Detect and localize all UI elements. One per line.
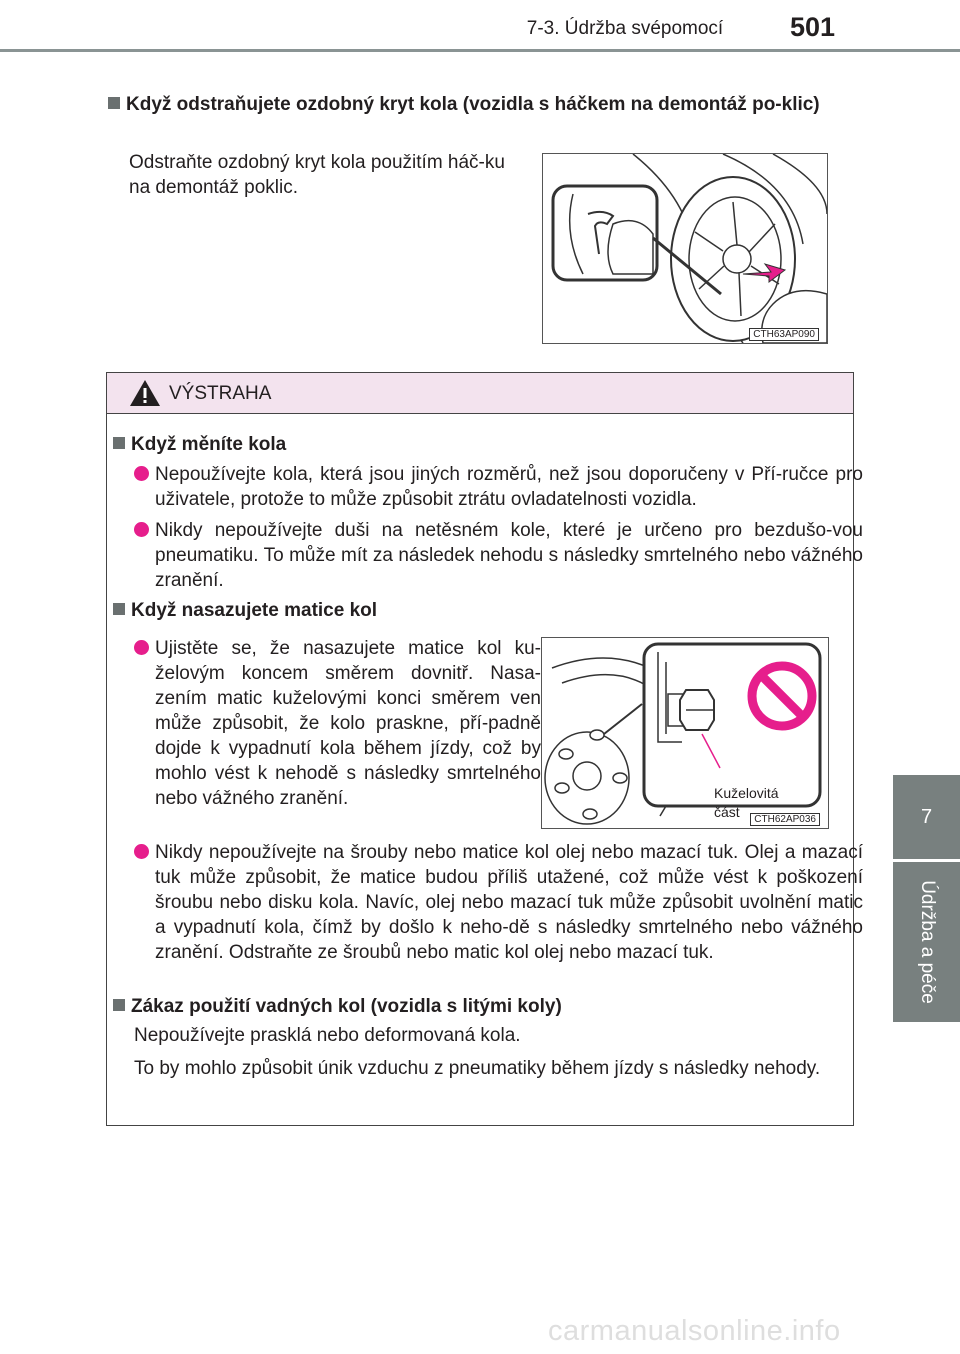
warning-bullet-1: Nepoužívejte kola, která jsou jiných rozměrů, než jsou doporučeny v Pří-ručce pro uživatele, protože to může způsobit ztrátu ovladatelnosti vozidla. [134, 462, 863, 512]
warning-bullet-3: Ujistěte se, že nasazujete matice kol ku-želovým koncem směrem dovnitř. Nasa-zením matic kuželovými konci směrem ven může způsobit, že kolo praskne, pří-padně dojde k vypadnutí kola během jízdy, což by mohlo vést k nehodě s následky smrtelného nebo vážného zranění. [134, 636, 541, 811]
warning-title: VÝSTRAHA [169, 383, 272, 404]
square-bullet-icon [113, 999, 125, 1011]
round-bullet-icon [134, 522, 149, 537]
warning-triangle-icon [129, 379, 161, 407]
section-heading-hubcap: Když odstraňujete ozdobný kryt kola (vozidla s háčkem na demontáž po-klic) [108, 92, 877, 117]
hubcap-instruction: Odstraňte ozdobný kryt kola použitím háč-ku na demontáž poklic. [129, 152, 505, 198]
warning-heading-defective-wheels: Zákaz použití vadných kol (vozidla s litými koly) [113, 994, 843, 1019]
wheel-nut-drawing [542, 638, 828, 828]
chapter-label-tab [893, 862, 960, 1022]
round-bullet-icon [134, 640, 149, 655]
warning-text-2: To by mohlo způsobit únik vzduchu z pneumatiky během jízdy s následky nehody. [134, 1058, 821, 1079]
figure-code-1: CTH63AP090 [749, 328, 819, 341]
square-bullet-icon [113, 603, 125, 615]
figure-code-2: CTH62AP036 [750, 813, 820, 826]
header-rule [0, 49, 960, 52]
hubcap-removal-drawing [543, 154, 827, 343]
square-bullet-icon [108, 97, 120, 109]
page-number: 501 [790, 12, 836, 42]
warning-box [106, 372, 863, 1126]
chapter-label-text: Údržba a péče [916, 880, 938, 1004]
header-section-title: 7-3. Údržba svépomocí [526, 18, 724, 39]
round-bullet-icon [134, 466, 149, 481]
warning-bullet-2: Nikdy nepoužívejte duši na netěsném kole, které je určeno pro bezdušo-vou pneumatiku. To může mít za následek nehodu s následky smrtelného nebo vážného zranění. [134, 518, 863, 593]
warning-heading-installing-nuts: Když nasazujete matice kol [113, 598, 843, 623]
conical-part-label: Kuželovitá část [714, 785, 779, 820]
round-bullet-icon [134, 844, 149, 859]
wheel-nut-illustration [541, 637, 829, 829]
warning-heading-changing-wheels: Když měníte kola [113, 432, 843, 457]
hubcap-removal-illustration [542, 153, 828, 344]
warning-text-1: Nepoužívejte prasklá nebo deformovaná kola. [134, 1025, 521, 1046]
chapter-number-tab: 7 [893, 775, 960, 859]
watermark: carmanualsonline.info [548, 1315, 841, 1347]
warning-header [107, 373, 853, 414]
square-bullet-icon [113, 437, 125, 449]
warning-bullet-4: Nikdy nepoužívejte na šrouby nebo matice kol olej nebo mazací tuk. Olej a mazací tuk může způsobit, že matice budou příliš utažené, což může vést k poškození šroubu nebo disku kola. Navíc, olej nebo mazací tuk může způsobit uvolnění matic a vypadnutí kola, čímž by došlo k neho-dě s následky smrtelného nebo vážného zranění. Odstraňte ze šroubů nebo matic kol olej nebo mazací tuk. [134, 840, 863, 965]
